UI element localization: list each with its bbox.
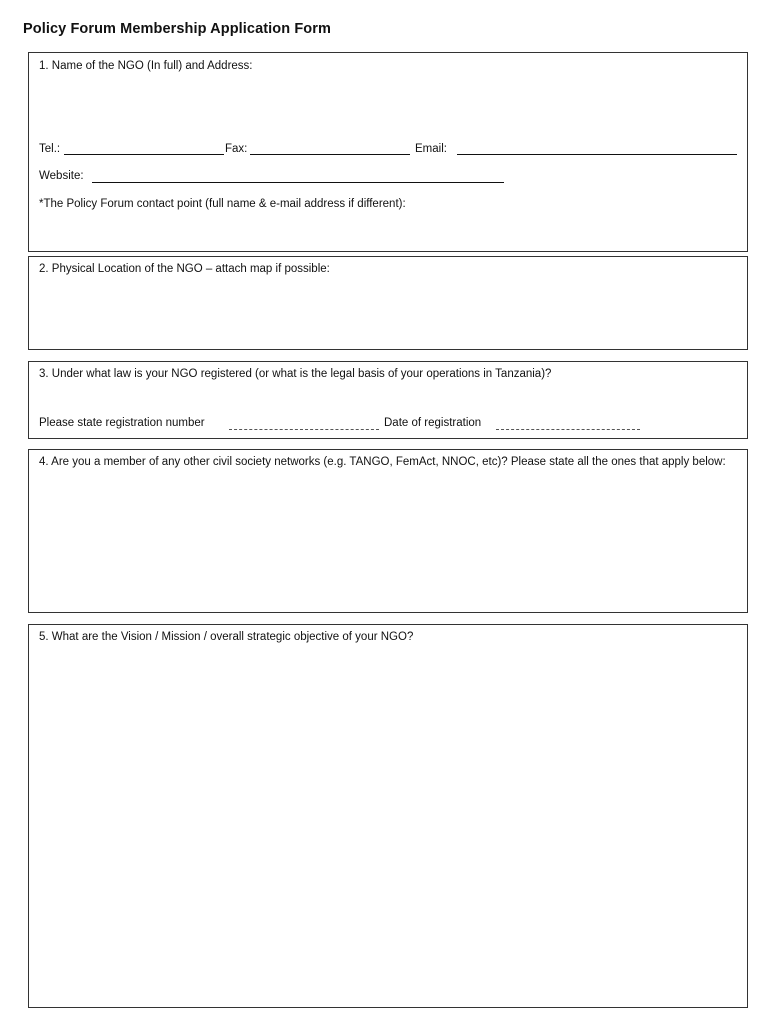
website-field[interactable]	[92, 182, 504, 183]
website-label: Website:	[39, 170, 84, 182]
email-field[interactable]	[457, 154, 737, 155]
section-2-box[interactable]	[28, 256, 748, 350]
section-3-box	[28, 361, 748, 439]
section-3-question: 3. Under what law is your NGO registered (or what is the legal basis of your operations in Tanzania)?	[39, 368, 552, 380]
tel-field[interactable]	[64, 154, 224, 155]
section-1-question: 1. Name of the NGO (In full) and Address:	[39, 60, 253, 72]
section-2-question: 2. Physical Location of the NGO – attach map if possible:	[39, 263, 330, 275]
fax-field[interactable]	[250, 154, 410, 155]
section-4-question: 4. Are you a member of any other civil society networks (e.g. TANGO, FemAct, NNOC, etc)? Please state all the ones that apply below:	[39, 456, 726, 468]
section-1-box	[28, 52, 748, 252]
email-label: Email:	[415, 143, 447, 155]
section-4-box[interactable]	[28, 449, 748, 613]
contact-point-note: *The Policy Forum contact point (full name & e-mail address if different):	[39, 198, 406, 210]
form-title: Policy Forum Membership Application Form	[23, 21, 331, 37]
registration-number-field[interactable]	[229, 429, 379, 430]
tel-label: Tel.:	[39, 143, 61, 155]
section-5-box[interactable]	[28, 624, 748, 1008]
fax-label: Fax:	[225, 143, 248, 155]
section-5-question: 5. What are the Vision / Mission / overall strategic objective of your NGO?	[39, 631, 414, 643]
registration-number-label: Please state registration number	[39, 417, 205, 429]
registration-date-field[interactable]	[496, 429, 640, 430]
registration-date-label: Date of registration	[384, 417, 482, 429]
